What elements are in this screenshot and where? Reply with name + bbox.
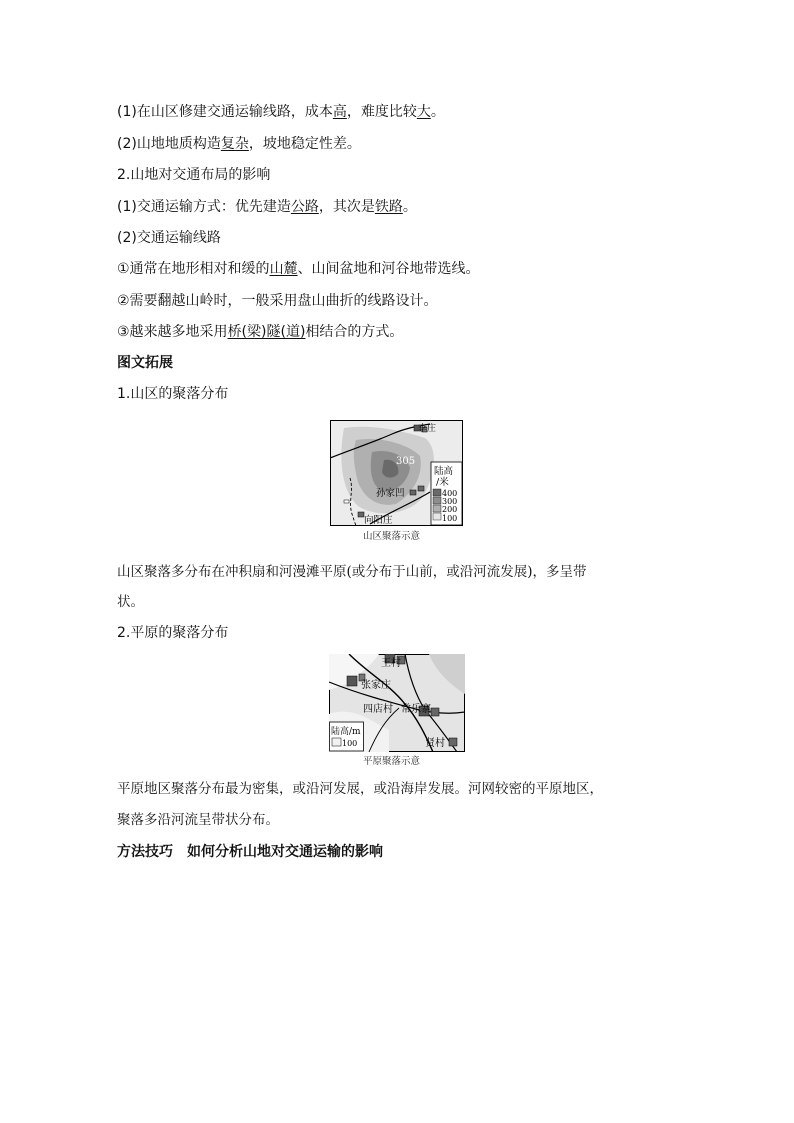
text: ，难度比较 bbox=[346, 104, 417, 120]
section-title-extension: 图文拓展 bbox=[117, 355, 173, 371]
legend-value: 300 bbox=[442, 497, 458, 506]
village-label: 孙家凹 bbox=[376, 488, 405, 499]
elevation-legend bbox=[330, 722, 364, 751]
paragraph-plain: 平原地区聚落分布最为密集，或沿河发展，或沿海岸发展。河网较密的平原地区， bbox=[117, 781, 603, 797]
line-geology bbox=[117, 134, 361, 154]
village-label: 张家庄 bbox=[361, 680, 391, 691]
text: ，坡地稳定性差。 bbox=[248, 136, 361, 152]
legend-value: 400 bbox=[442, 489, 458, 498]
village-label: 贤村 bbox=[425, 738, 445, 749]
text: 、山间盆地和河谷地带选线。 bbox=[297, 261, 480, 277]
line-route-2: ②需要翻越山岭时，一般采用盘山曲折的线路设计。 bbox=[117, 293, 438, 309]
underlined-answer: 大 bbox=[416, 104, 431, 120]
village-label: 四店村 bbox=[363, 704, 393, 715]
text: 。 bbox=[402, 199, 417, 215]
text: (1)交通运输方式：优先建造 bbox=[117, 199, 291, 215]
paragraph-plain-cont: 聚落多沿河流呈带状分布。 bbox=[117, 812, 279, 828]
section-title-method: 方法技巧 如何分析山地对交通运输的影响 bbox=[117, 844, 383, 860]
underlined-answer: 复杂 bbox=[220, 136, 249, 152]
mountain-settlement-map bbox=[330, 420, 463, 526]
paragraph-mountain: 山区聚落多分布在冲积扇和河漫滩平原(或分布于山前，或沿河流发展)，多呈带 bbox=[117, 564, 587, 580]
text: 相结合的方式。 bbox=[305, 324, 404, 340]
text: ③越来越多地采用 bbox=[117, 324, 228, 340]
paragraph-mountain-cont: 状。 bbox=[117, 594, 144, 610]
underlined-answer: 桥(梁) bbox=[227, 324, 267, 340]
legend-title: 陆高/m bbox=[331, 727, 361, 737]
text: ，其次是 bbox=[318, 199, 375, 215]
underlined-answer: 公路 bbox=[290, 199, 319, 215]
figure-caption: 平原聚落示意 bbox=[363, 756, 421, 767]
underlined-answer: 铁路 bbox=[374, 199, 403, 215]
line-cost-difficulty bbox=[117, 102, 445, 122]
heading-influence: 2.山地对交通布局的影响 bbox=[117, 167, 271, 183]
village-label: 向阳庄 bbox=[364, 515, 393, 526]
text: (1)在山区修建交通运输线路，成本 bbox=[117, 104, 333, 120]
legend-value: 100 bbox=[442, 514, 458, 523]
line-route-3 bbox=[117, 322, 403, 342]
village-label: 常乐寨 bbox=[401, 704, 431, 715]
figure-caption: 山区聚落示意 bbox=[363, 531, 421, 542]
underlined-answer: 山麓 bbox=[269, 261, 298, 277]
underlined-answer: 高 bbox=[332, 104, 347, 120]
line-transport-mode bbox=[117, 197, 417, 217]
legend-title: /米 bbox=[436, 477, 449, 488]
village-label: 李庄 bbox=[418, 424, 437, 434]
heading-plain-settlement: 2.平原的聚落分布 bbox=[117, 625, 229, 641]
text: 。 bbox=[430, 104, 445, 120]
peak-label: 305 bbox=[396, 456, 416, 467]
line-route-1 bbox=[117, 259, 480, 279]
text: (2)山地地质构造 bbox=[117, 136, 221, 152]
elevation-legend bbox=[431, 462, 462, 525]
legend-value: 100 bbox=[342, 739, 358, 748]
village-label: 王村 bbox=[381, 658, 401, 669]
legend-title: 陆高 bbox=[434, 466, 454, 477]
text: ①通常在地形相对和缓的 bbox=[117, 261, 270, 277]
heading-mountain-settlement: 1.山区的聚落分布 bbox=[117, 386, 229, 402]
plain-settlement-map bbox=[329, 654, 465, 752]
underlined-answer: 隧(道) bbox=[266, 324, 306, 340]
line-route-heading: (2)交通运输线路 bbox=[117, 230, 221, 246]
legend-value: 200 bbox=[442, 505, 458, 514]
